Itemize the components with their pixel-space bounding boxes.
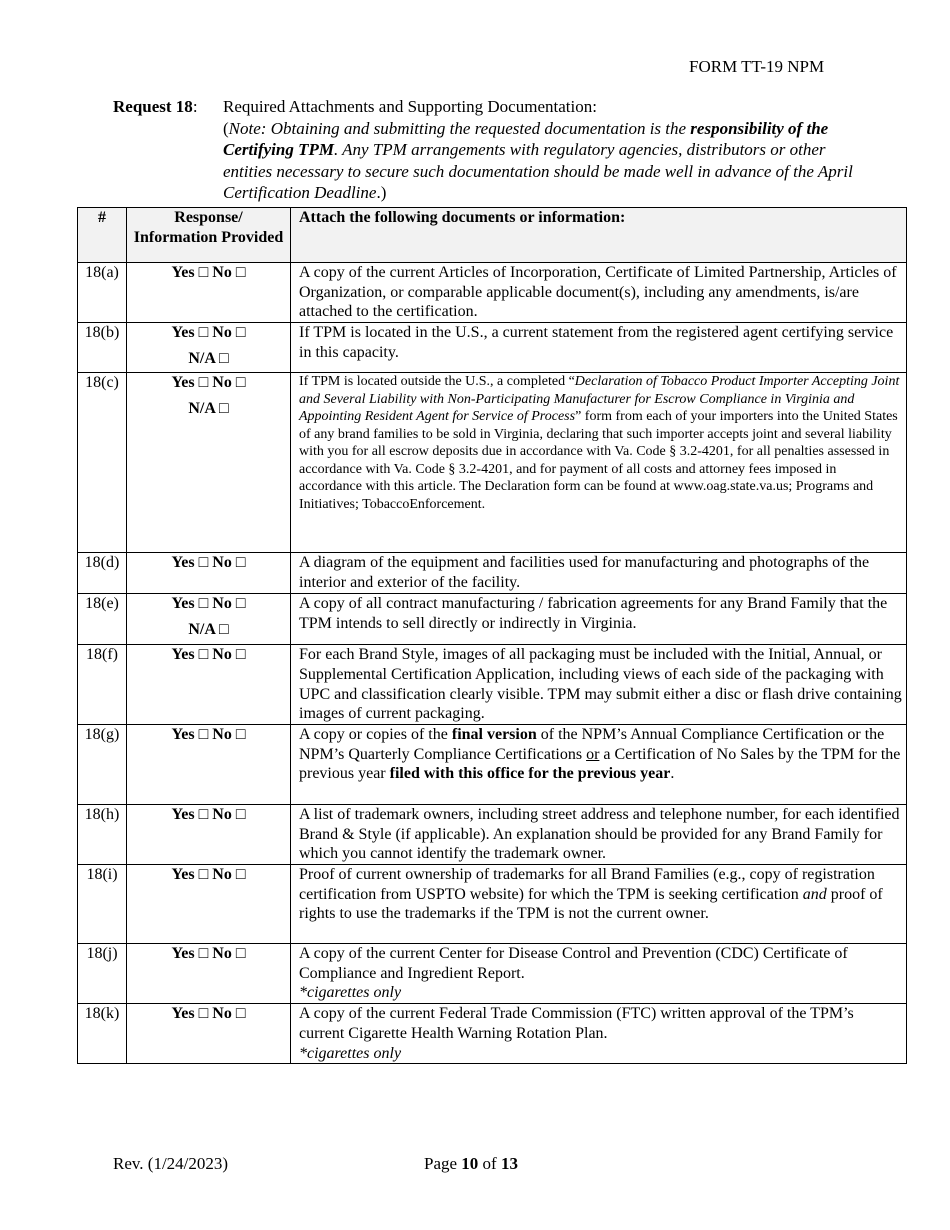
- table-header-row: [78, 208, 907, 263]
- page-number: Page 10 of 13: [424, 1154, 518, 1173]
- request-label: Request 18:: [113, 97, 198, 116]
- yes-no-checkbox[interactable]: Yes □ No □: [127, 645, 291, 725]
- revision-date: Rev. (1/24/2023): [113, 1154, 229, 1173]
- row-number: 18(a): [78, 263, 127, 323]
- table-row: [78, 645, 907, 725]
- row-description: If TPM is located in the U.S., a current statement from the registered agent certifying service in this capacity.: [291, 323, 907, 373]
- cigarettes-only-note: *cigarettes only: [299, 984, 402, 1002]
- yes-no-checkbox[interactable]: Yes □ No □: [171, 595, 246, 613]
- row-number: 18(c): [78, 373, 127, 553]
- yes-no-checkbox[interactable]: Yes □ No □: [127, 944, 291, 1004]
- request-text: [223, 96, 873, 204]
- row-number: 18(b): [78, 323, 127, 373]
- row-number: 18(i): [78, 865, 127, 944]
- table-row: [78, 373, 907, 553]
- table-row: [78, 804, 907, 864]
- table-row: [78, 944, 907, 1004]
- response-cell: [127, 323, 291, 373]
- na-checkbox[interactable]: N/A □: [188, 349, 229, 367]
- row-description: Proof of current ownership of trademarks for all Brand Families (e.g., copy of registration certification from USPTO website) for which the TPM is seeking certification and proof of rights to use the trademarks if the TPM is not the current owner.: [291, 865, 907, 944]
- yes-no-checkbox[interactable]: Yes □ No □: [127, 804, 291, 864]
- row-number: 18(h): [78, 804, 127, 864]
- row-number: 18(j): [78, 944, 127, 1004]
- row-description: If TPM is located outside the U.S., a completed “Declaration of Tobacco Product Importer Accepting Joint and Several Liability with Non-Participating Manufacturer for Escrow Compliance in Virginia and Appointing Resident Agent for Service of Process” form from each of your importers into the United States of any brand families to be sold in Virginia, declaring that such importer accepts joint and several liability with you for all escrow deposits due in accordance with Va. Code § 3.2-4201, for all penalties assessed in accordance with Va. Code § 3.2-4201, and for payment of all costs and attorney fees imposed in accordance with this article. The Declaration form can be found at www.oag.state.va.us; Programs and Initiatives; TobaccoEnforcement.: [291, 373, 907, 553]
- response-cell: [127, 594, 291, 645]
- row-number: 18(k): [78, 1004, 127, 1064]
- row-description: A copy of the current Articles of Incorporation, Certificate of Limited Partnership, Articles of Organization, or comparable applicable document(s), including any amendments, is/are attached to the certification.: [291, 263, 907, 323]
- header-number: #: [78, 208, 127, 263]
- yes-no-checkbox[interactable]: Yes □ No □: [127, 724, 291, 804]
- yes-no-checkbox[interactable]: Yes □ No □: [127, 553, 291, 594]
- attachments-table: [77, 207, 907, 1064]
- header-attach: Attach the following documents or information:: [291, 208, 907, 263]
- table-row: [78, 1004, 907, 1064]
- yes-no-checkbox[interactable]: Yes □ No □: [171, 324, 246, 342]
- table-row: [78, 553, 907, 594]
- row-description: A copy of the current Center for Disease Control and Prevention (CDC) Certificate of Compliance and Ingredient Report. *cigarettes only: [291, 944, 907, 1004]
- row-description: A list of trademark owners, including street address and telephone number, for each identified Brand & Style (if applicable). An explanation should be provided for any Brand Family for which you cannot identify the trademark owner.: [291, 804, 907, 864]
- row-number: 18(f): [78, 645, 127, 725]
- na-checkbox[interactable]: N/A □: [188, 399, 229, 417]
- table-row: [78, 865, 907, 944]
- table-row: [78, 594, 907, 645]
- na-checkbox[interactable]: N/A □: [188, 620, 229, 638]
- table-row: [78, 263, 907, 323]
- request-block: [113, 96, 873, 204]
- yes-no-checkbox[interactable]: Yes □ No □: [171, 374, 246, 392]
- yes-no-checkbox[interactable]: Yes □ No □: [127, 263, 291, 323]
- request-title: Required Attachments and Supporting Documentation:: [223, 97, 597, 116]
- cigarettes-only-note: *cigarettes only: [299, 1044, 402, 1062]
- table-row: [78, 724, 907, 804]
- row-description: A diagram of the equipment and facilities used for manufacturing and photographs of the interior and exterior of the facility.: [291, 553, 907, 594]
- row-number: 18(e): [78, 594, 127, 645]
- row-description: For each Brand Style, images of all packaging must be included with the Initial, Annual, or Supplemental Certification Application, including views of each side of the packaging with UPC and classification clearly visible. TPM may submit either a disc or flash drive containing images of current packaging.: [291, 645, 907, 725]
- row-number: 18(g): [78, 724, 127, 804]
- yes-no-checkbox[interactable]: Yes □ No □: [127, 1004, 291, 1064]
- header-response: Response/ Information Provided: [127, 208, 291, 263]
- row-description: A copy of the current Federal Trade Commission (FTC) written approval of the TPM’s current Cigarette Health Warning Rotation Plan. *cigarettes only: [291, 1004, 907, 1064]
- response-cell: [127, 373, 291, 553]
- table-row: [78, 323, 907, 373]
- yes-no-checkbox[interactable]: Yes □ No □: [127, 865, 291, 944]
- row-description: A copy or copies of the final version of the NPM’s Annual Compliance Certification or the NPM’s Quarterly Compliance Certifications or a Certification of No Sales by the TPM for the previous year filed with this office for the previous year.: [291, 724, 907, 804]
- row-number: 18(d): [78, 553, 127, 594]
- row-description: A copy of all contract manufacturing / fabrication agreements for any Brand Family that the TPM intends to sell directly or indirectly in Virginia.: [291, 594, 907, 645]
- form-id: FORM TT-19 NPM: [689, 57, 825, 76]
- note: (Note: Obtaining and submitting the requested documentation is the responsibility of the Certifying TPM. Any TPM arrangements with regulatory agencies, distributors or other entities necessary to secure such documentation should be made well in advance of the April Certification Deadline.): [223, 118, 853, 202]
